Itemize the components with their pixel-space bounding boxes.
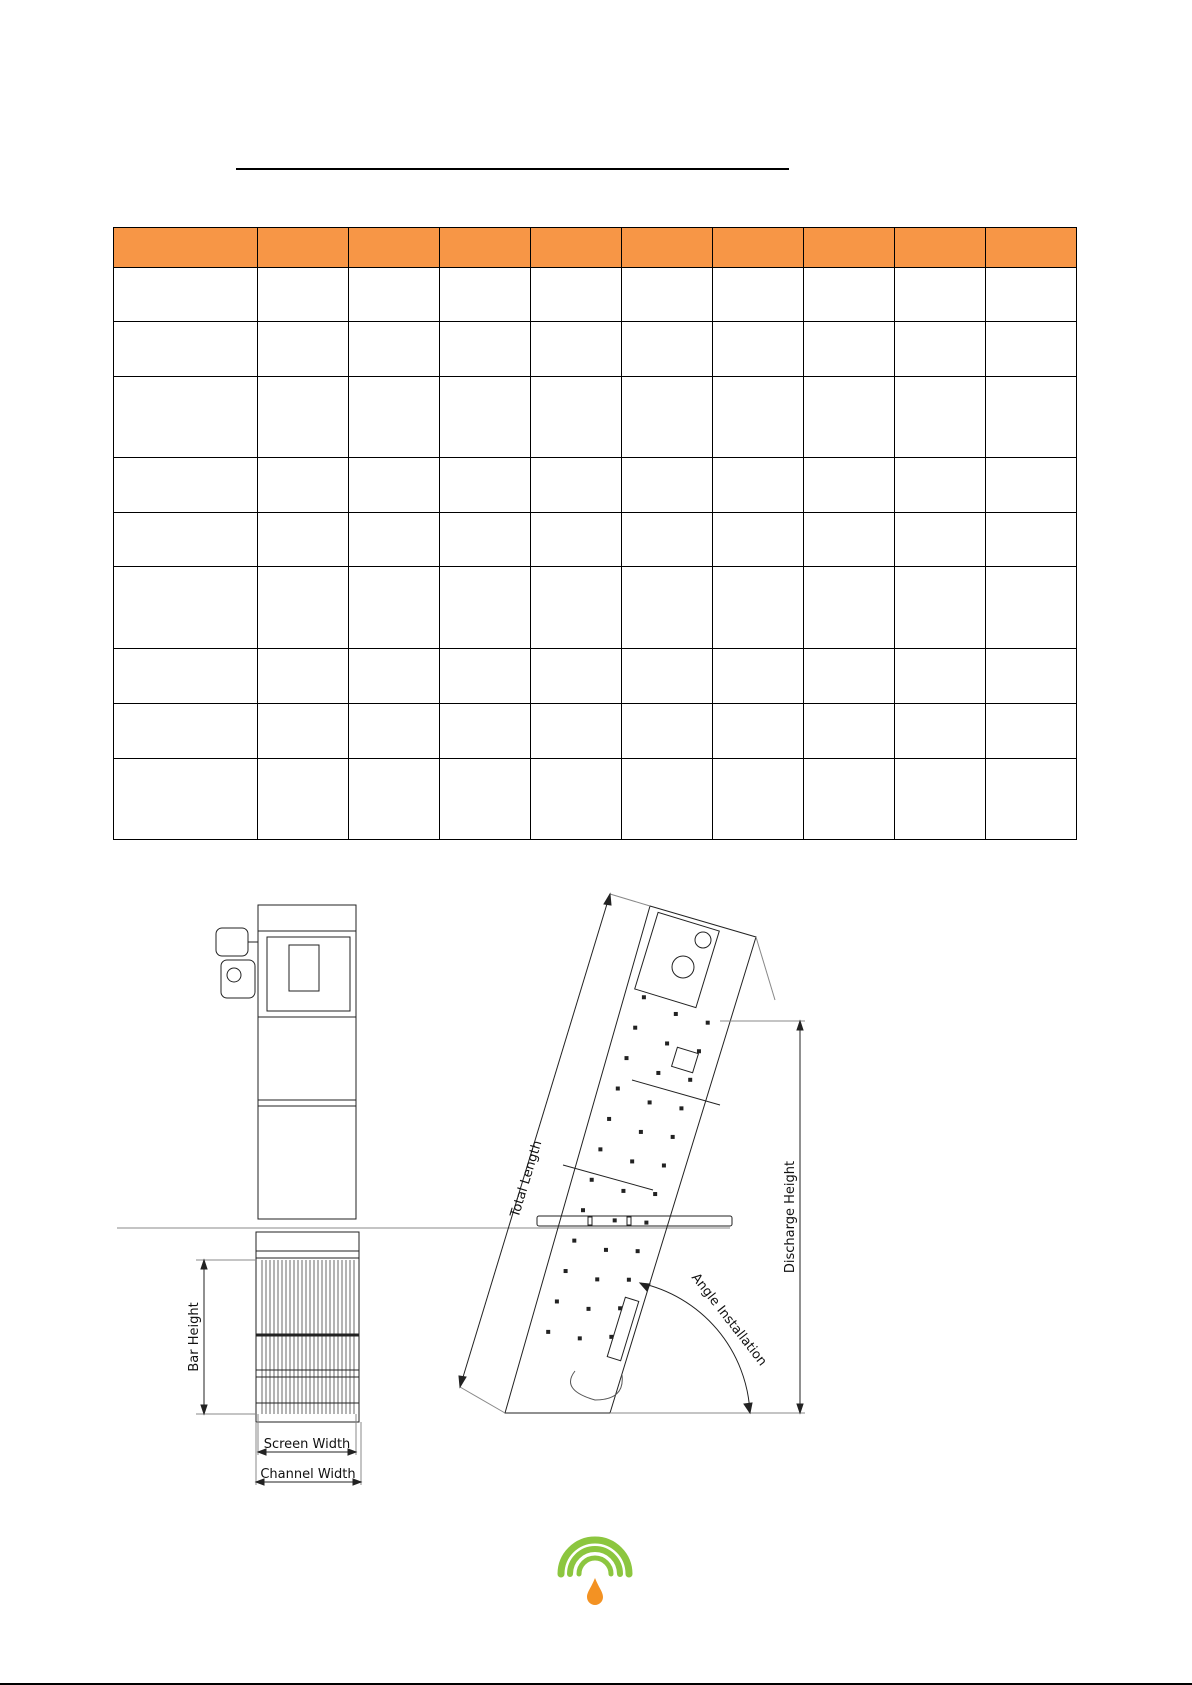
water-drop-logo-icon — [555, 1528, 635, 1612]
angle-installation-dimension — [610, 1283, 760, 1413]
table-cell — [622, 377, 713, 458]
table-cell — [713, 567, 804, 649]
table-row — [114, 268, 1077, 322]
table-cell — [622, 513, 713, 567]
table-cell — [349, 704, 440, 759]
table-cell — [114, 268, 258, 322]
table-cell — [713, 377, 804, 458]
table-cell — [895, 322, 986, 377]
table-cell — [622, 268, 713, 322]
table-header — [114, 228, 1077, 268]
table-cell — [531, 377, 622, 458]
screen-bars — [262, 1260, 354, 1414]
title-underline — [236, 168, 789, 170]
table-cell — [349, 513, 440, 567]
table-cell — [986, 458, 1077, 513]
table-cell — [622, 649, 713, 704]
table-cell — [895, 704, 986, 759]
table-row — [114, 759, 1077, 840]
table-row — [114, 513, 1077, 567]
table-cell — [713, 268, 804, 322]
table-cell — [531, 649, 622, 704]
table-cell — [895, 268, 986, 322]
header-cell — [258, 228, 349, 268]
table-row — [114, 322, 1077, 377]
table-cell — [986, 268, 1077, 322]
table-cell — [986, 513, 1077, 567]
drive-housing — [258, 931, 356, 1017]
table-header-row — [114, 228, 1077, 268]
table-cell — [114, 704, 258, 759]
front-view — [216, 905, 359, 1422]
table-cell — [258, 322, 349, 377]
table-row — [114, 649, 1077, 704]
table-cell — [440, 322, 531, 377]
table-cell — [986, 649, 1077, 704]
table-cell — [986, 322, 1077, 377]
table-cell — [258, 567, 349, 649]
angle-installation-label: Angle Installation — [688, 1270, 770, 1370]
table-cell — [713, 649, 804, 704]
drive-unit — [635, 912, 720, 1007]
header-cell — [114, 228, 258, 268]
table-cell — [804, 458, 895, 513]
table-body — [114, 268, 1077, 840]
table-cell — [531, 322, 622, 377]
table-cell — [258, 649, 349, 704]
table-cell — [804, 759, 895, 840]
table-cell — [895, 377, 986, 458]
table-cell — [622, 567, 713, 649]
table-row — [114, 704, 1077, 759]
table-cell — [622, 759, 713, 840]
header-cell — [440, 228, 531, 268]
total-length-dimension — [459, 894, 650, 1413]
discharge-height-label: Discharge Height — [783, 1160, 798, 1274]
header-cell — [804, 228, 895, 268]
table-cell — [440, 649, 531, 704]
table-cell — [713, 704, 804, 759]
table-cell — [713, 458, 804, 513]
table-cell — [531, 704, 622, 759]
drive-housing-inner — [267, 937, 350, 1011]
header-cell — [622, 228, 713, 268]
total-length-label: Total Length — [507, 1138, 546, 1220]
table-cell — [713, 322, 804, 377]
screen-width-label: Screen Width — [263, 1437, 351, 1452]
channel-width-label: Channel Width — [260, 1467, 356, 1482]
table-cell — [986, 377, 1077, 458]
table-cell — [440, 458, 531, 513]
header-cell — [895, 228, 986, 268]
inspection-hatch — [289, 945, 319, 991]
table-cell — [440, 377, 531, 458]
table-cell — [258, 513, 349, 567]
bar-height-dimension — [196, 1260, 256, 1414]
table-cell — [258, 704, 349, 759]
header-cell — [349, 228, 440, 268]
table-cell — [258, 377, 349, 458]
header-cell — [986, 228, 1077, 268]
table-cell — [622, 458, 713, 513]
bar-height-label: Bar Height — [187, 1302, 202, 1372]
header-cell — [713, 228, 804, 268]
table-cell — [804, 268, 895, 322]
table-cell — [531, 458, 622, 513]
table-cell — [986, 567, 1077, 649]
table-cell — [114, 458, 258, 513]
table-cell — [895, 513, 986, 567]
table-cell — [258, 458, 349, 513]
table-row — [114, 377, 1077, 458]
table-cell — [114, 567, 258, 649]
table-cell — [622, 322, 713, 377]
table-cell — [440, 513, 531, 567]
table-cell — [804, 567, 895, 649]
table-cell — [349, 458, 440, 513]
table-cell — [349, 268, 440, 322]
table-cell — [804, 322, 895, 377]
support-frame — [537, 1216, 732, 1226]
top-cover — [258, 905, 356, 931]
header-cell — [531, 228, 622, 268]
table-cell — [895, 759, 986, 840]
side-view — [505, 906, 756, 1413]
table-cell — [258, 268, 349, 322]
specification-table — [113, 227, 1077, 840]
table-row — [114, 458, 1077, 513]
table-cell — [349, 759, 440, 840]
table-cell — [713, 759, 804, 840]
table-cell — [895, 649, 986, 704]
table-cell — [531, 567, 622, 649]
table-cell — [440, 704, 531, 759]
screen-technical-drawing — [0, 880, 1192, 1500]
table-cell — [622, 704, 713, 759]
table-cell — [349, 377, 440, 458]
table-cell — [804, 513, 895, 567]
table-cell — [713, 513, 804, 567]
table-cell — [804, 704, 895, 759]
table-cell — [349, 649, 440, 704]
table-cell — [440, 567, 531, 649]
table-cell — [986, 759, 1077, 840]
table-cell — [895, 567, 986, 649]
table-cell — [114, 649, 258, 704]
table-cell — [114, 377, 258, 458]
lower-frame — [256, 1232, 359, 1422]
table-cell — [440, 268, 531, 322]
table-cell — [804, 377, 895, 458]
table-cell — [349, 567, 440, 649]
table-cell — [531, 759, 622, 840]
side-hatch — [672, 1047, 699, 1073]
motor-icon — [216, 928, 258, 998]
table-cell — [531, 513, 622, 567]
table-cell — [440, 759, 531, 840]
table-cell — [895, 458, 986, 513]
table-cell — [986, 704, 1077, 759]
table-cell — [114, 513, 258, 567]
table-cell — [531, 268, 622, 322]
table-cell — [114, 759, 258, 840]
upper-frame — [258, 1017, 356, 1219]
table-cell — [114, 322, 258, 377]
table-cell — [804, 649, 895, 704]
table-cell — [258, 759, 349, 840]
table-row — [114, 567, 1077, 649]
table-cell — [349, 322, 440, 377]
